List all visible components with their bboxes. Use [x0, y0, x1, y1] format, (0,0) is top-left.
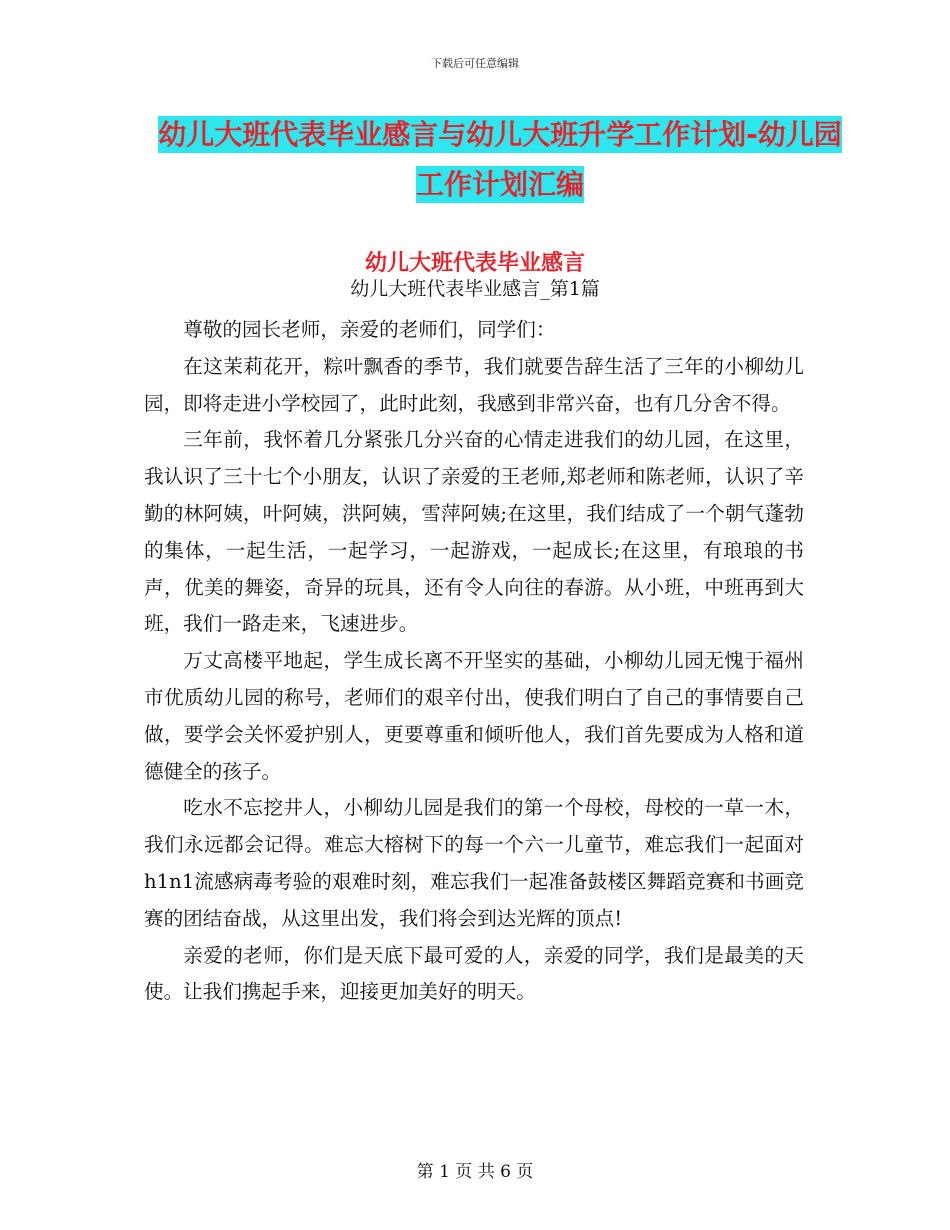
- body-paragraph: 在这茉莉花开，粽叶飘香的季节，我们就要告辞生活了三年的小柳幼儿园，即将走进小学校园了，此时此刻，我感到非常兴奋，也有几分舍不得。: [144, 354, 804, 415]
- page-footer: 第 1 页 共 6 页: [416, 1162, 534, 1182]
- document-body: [144, 312, 804, 1011]
- body-paragraph: 亲爱的老师，你们是天底下最可爱的人，亲爱的同学，我们是最美的天使。让我们携起手来，迎接更加美好的明天。: [144, 943, 804, 1004]
- section-subtitle: 幼儿大班代表毕业感言_第1篇: [350, 278, 600, 300]
- body-paragraph: 吃水不忘挖井人，小柳幼儿园是我们的第一个母校，母校的一草一木，我们永远都会记得。难忘大榕树下的每一个六一儿童节，难忘我们一起面对h1n1流感病毒考验的艰难时刻，难忘我们一起准备鼓楼区舞蹈竞赛和书画竞赛的团结奋战，从这里出发，我们将会到达光辉的顶点!: [144, 796, 804, 930]
- document-title: [150, 110, 850, 210]
- section-title: 幼儿大班代表毕业感言: [364, 251, 585, 276]
- body-paragraph: 尊敬的园长老师，亲爱的老师们，同学们：: [183, 318, 556, 341]
- body-paragraph: 万丈高楼平地起，学生成长离不开坚实的基础，小柳幼儿园无愧于福州市优质幼儿园的称号，老师们的艰辛付出，使我们明白了自己的事情要自己做，要学会关怀爱护别人，更要尊重和倾听他人，我们首先要成为人格和道德健全的孩子。: [144, 649, 804, 783]
- body-paragraph: 三年前，我怀着几分紧张几分兴奋的心情走进我们的幼儿园，在这里，我认识了三十七个小朋友，认识了亲爱的王老师,郑老师和陈老师，认识了辛勤的林阿姨，叶阿姨，洪阿姨，雪萍阿姨;在这里，我们结成了一个朝气蓬勃的集体，一起生活，一起学习，一起游戏，一起成长;在这里，有琅琅的书声，优美的舞姿，奇异的玩具，还有令人向往的春游。从小班，中班再到大班，我们一路走来，飞速进步。: [144, 428, 804, 636]
- document-title-text: 幼儿大班代表毕业感言与幼儿大班升学工作计划-幼儿园工作计划汇编: [158, 118, 842, 201]
- page-header-note: 下载后可任意编辑: [431, 57, 519, 70]
